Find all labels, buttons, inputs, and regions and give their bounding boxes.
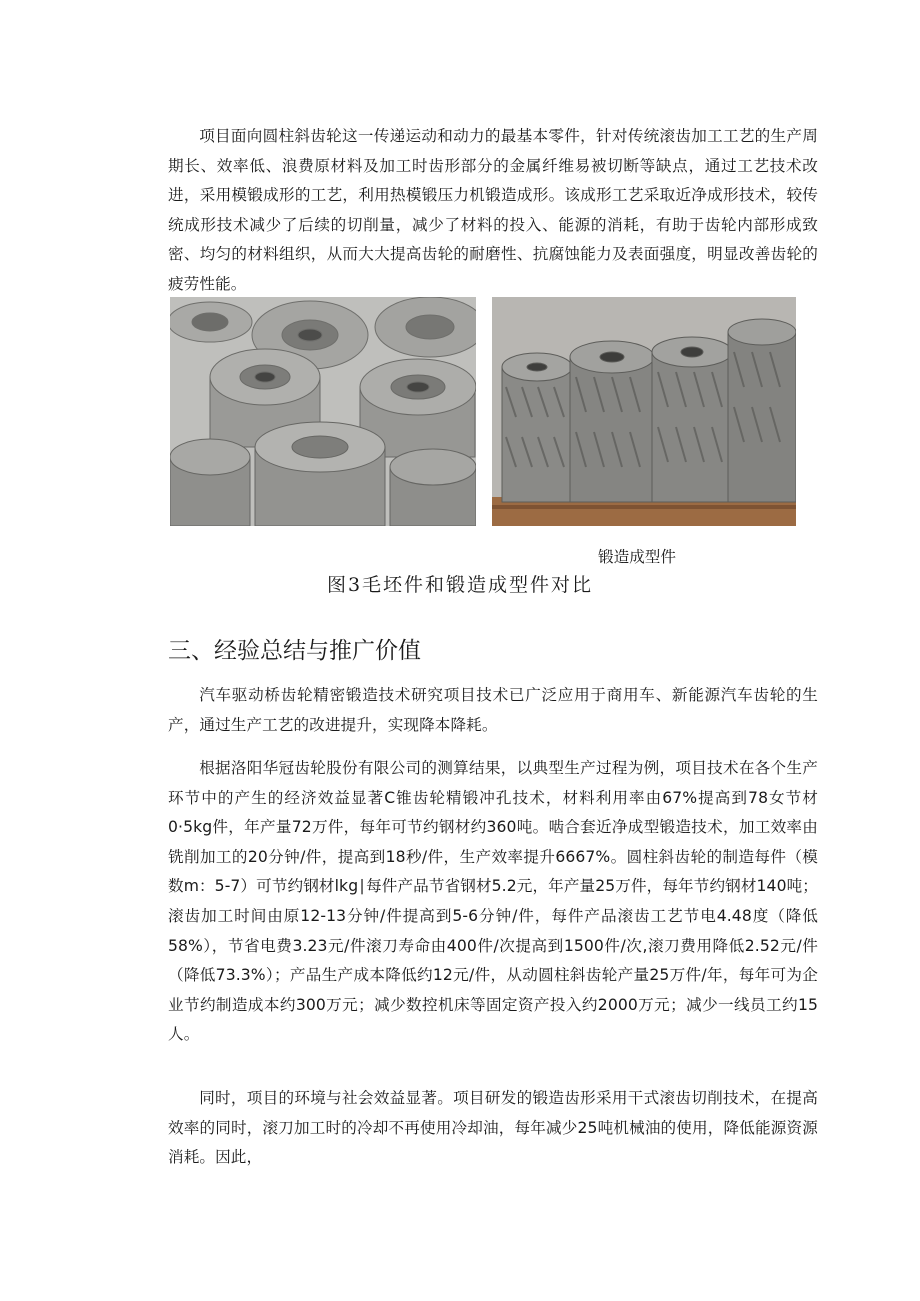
- figure-sub-label-forged: 锻造成型件: [598, 548, 676, 566]
- figure-caption: 图3毛坯件和锻造成型件对比: [326, 574, 594, 596]
- forged-gears-photo: [492, 297, 796, 526]
- paragraph-benefits: 根据洛阳华冠齿轮股份有限公司的测算结果，以典型生产过程为例，项目技术在各个生产环节中的产生的经济效益显著C锥齿轮精锻冲孔技术，材料利用率由67%提高到78女节材0·5kg件，年产量72万件，每年可节约钢材约360吨。啮合套近净成型锻造技术，加工效率由铣削加工的20分钟/件，提高到18秒/件，生产效率提升6667%。圆柱斜齿轮的制造每件（模数m：5-7）可节约钢材lkg∣每件产品节省钢材5.2元，年产量25万件，每年节约钢材140吨；滚齿加工时间由原12-13分钟/件提高到5-6分钟/件，每件产品滚齿工艺节电4.48度（降低58%），节省电费3.23元/件滚刀寿命由400件/次提高到1500件/次,滚刀费用降低2.52元/件（降低73.3%）；产品生产成本降低约12元/件，从动圆柱斜齿轮产量25万件/年，每年可为企业节约制造成本约300万元；减少数控机床等固定资产投入约2000万元；减少一线员工约15人。: [168, 759, 818, 1044]
- section-heading: 三、经验总结与推广价值: [168, 638, 421, 664]
- paragraph-environment: 同时，项目的环境与社会效益显著。项目研发的锻造齿形采用干式滚齿切削技术，在提高效率的同时，滚刀加工时的冷却不再使用冷却油，每年减少25吨机械油的使用，降低能源资源消耗。因此，: [168, 1089, 818, 1167]
- blank-parts-photo: [170, 297, 476, 526]
- paragraph-application: 汽车驱动桥齿轮精密锻造技术研究项目技术已广泛应用于商用车、新能源汽车齿轮的生产，通过生产工艺的改进提升，实现降本降耗。: [168, 686, 818, 734]
- paragraph-intro: 项目面向圆柱斜齿轮这一传递运动和动力的最基本零件，针对传统滚齿加工工艺的生产周期长、效率低、浪费原材料及加工时齿形部分的金属纤维易被切断等缺点，通过工艺技术改进，采用模锻成形的工艺，利用热模锻压力机锻造成形。该成形工艺采取近净成形技术，较传统成形技术减少了后续的切削量，减少了材料的投入、能源的消耗，有助于齿轮内部形成致密、均匀的材料组织，从而大大提高齿轮的耐磨性、抗腐蚀能力及表面强度，明显改善齿轮的疲劳性能。: [168, 127, 818, 293]
- forged-gears-image: [492, 297, 796, 526]
- blank-parts-image: [170, 297, 476, 526]
